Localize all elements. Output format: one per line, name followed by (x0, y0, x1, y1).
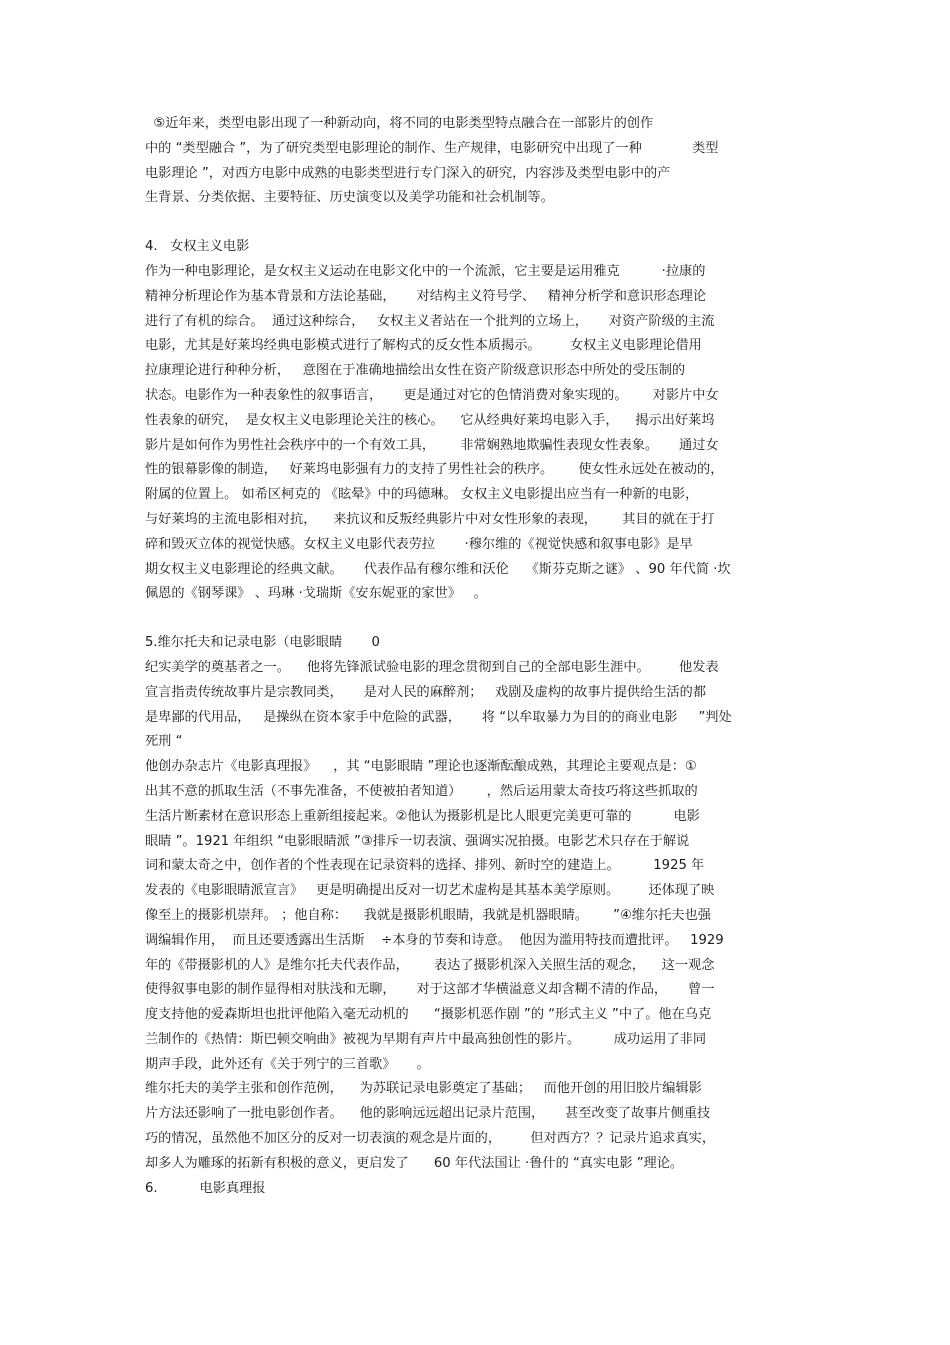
text-line: 年的《带摄影机的人》是维尔托夫代表作品， 表达了摄影机深入关照生活的观念， 这一观念 (145, 957, 715, 973)
text-line: 期声手段，此外还有《关于列宁的三首歌》 。 (145, 1056, 430, 1072)
section-gap (145, 607, 810, 631)
text-line: 中的 “类型融合 ”，为了研究类型电影理论的制作、生产规律，电影研究中出现了一种 类型 (145, 140, 719, 156)
text-line: 电影，尤其是好莱坞经典电影模式进行了解构式的反女性本质揭示。 女权主义电影理论借用 (145, 338, 702, 354)
text-line: 像至上的摄影机崇拜。 ；他自称： 我就是摄影机眼睛，我就是机器眼睛。 ”④维尔托夫也强 (145, 907, 711, 923)
text-line: 是卑鄙的代用品， 是操纵在资本家手中危险的武器， 将 “以牟取暴力为目的的商业电影 ”判处 (145, 709, 732, 725)
text-line: 度支持他的爱森斯坦也批评他陷入毫无动机的 “摄影机恶作剧 ”的 “形式主义 ”中了。他在乌克 (145, 1007, 712, 1023)
text-line: 期女权主义电影理论的经典文献。 代表作品有穆尔维和沃伦 《斯芬克斯之谜》 、90 年代简 ·坎 (145, 561, 731, 577)
text-line: 发表的《电影眼睛派宣言》 更是明确提出反对一切艺术虚构是其基本美学原则。 还体现了映 (145, 883, 715, 899)
document-body (145, 112, 810, 1201)
text-line: 4. 女权主义电影 (145, 239, 250, 255)
text-line: 出其不意的抓取生活（不事先准备，不使被拍者知道） ，然后运用蒙太奇技巧将这些抓取的 (145, 783, 698, 799)
text-line: 死刑 “ (145, 734, 183, 750)
text-line: 纪实美学的奠基者之一。 他将先锋派试验电影的理念贯彻到自己的全部电影生涯中。 他发表 (145, 659, 719, 675)
text-line: 佩恩的《钢琴课》 、玛琳 ·戈瑞斯《安东妮亚的家世》 。 (145, 586, 487, 602)
text-line: 生活片断素材在意识形态上重新组接起来。②他认为摄影机是比人眼更完美更可靠的 电影 (145, 808, 700, 824)
text-line: 使得叙事电影的制作显得相对肤浅和无聊， 对于这部才华横溢意义却含糊不清的作品， 曾一 (145, 982, 715, 998)
text-line: 进行了有机的综合。 通过这种综合， 女权主义者站在一个批判的立场上， 对资产阶级的主流 (145, 313, 715, 329)
section-3 (145, 631, 810, 1201)
section-gap (145, 211, 810, 235)
text-line: 碎和毁灭立体的视觉快感。女权主义电影代表劳拉 ·穆尔维的《视觉快感和叙事电影》是早 (145, 536, 693, 552)
text-line: 宣言指责传统故事片是宗教同类， 是对人民的麻醉剂； 戏剧及虚构的故事片提供给生活的都 (145, 684, 707, 700)
text-line: 与好莱坞的主流电影相对抗， 来抗议和反叛经典影片中对女性形象的表现， 其目的就在于打 (145, 511, 715, 527)
text-line: 兰制作的《热情：斯巴顿交响曲》被视为早期有声片中最高独创性的影片。 成功运用了非同 (145, 1031, 707, 1047)
text-line: 精神分析理论作为基本背景和方法论基础， 对结构主义符号学、 精神分析学和意识形态理论 (145, 288, 707, 304)
text-line: 6. 电影真理报 (145, 1180, 266, 1196)
text-line: 性的银幕影像的制造， 好莱坞电影强有力的支持了男性社会的秩序。 使女性永远处在被动的， (145, 462, 724, 478)
text-line: 状态。电影作为一种表象性的叙事语言， 更是通过对它的色情消费对象实现的。 对影片中女 (145, 387, 719, 403)
text-line: 生背景、分类依据、主要特征、历史演变以及美学功能和社会机制等。 (145, 190, 554, 206)
text-line: 作为一种电影理论，是女权主义运动在电影文化中的一个流派，它主要是运用雅克 ·拉康的 (145, 263, 706, 279)
text-line: 调编辑作用， 而且还要透露出生活斯 ÷本身的节奏和诗意。 他因为滥用特技而遭批评。 1929 (145, 932, 724, 948)
text-line: 词和蒙太奇之中，创作者的个性表现在记录资料的选择、排列、新时空的建造上。 1925 年 (145, 858, 705, 874)
text-line: 维尔托夫的美学主张和创作范例， 为苏联记录电影奠定了基础； 而他开创的用旧胶片编辑影 (145, 1081, 702, 1097)
text-line: 影片是如何作为男性社会秩序中的一个有效工具， 非常娴熟地欺骗性表现女性表象。 通过女 (145, 437, 719, 453)
text-line: ⑤近年来，类型电影出现了一种新动向，将不同的电影类型特点融合在一部影片的创作 (145, 116, 654, 131)
text-line: 电影理论 ”，对西方电影中成熟的电影类型进行专门深入的研究，内容涉及类型电影中的产 (145, 165, 671, 181)
text-line: 巧的情况，虽然他不加区分的反对一切表演的观念是片面的， 但对西方？？记录片追求真实， (145, 1131, 716, 1147)
text-line: 附属的位置上。 如希区柯克的 《眩晕》中的玛德琳。 女权主义电影提出应当有一种新的电影， (145, 487, 699, 503)
text-line: 拉康理论进行种种分析， 意图在于准确地描绘出女性在资产阶级意识形态中所处的受压制的 (145, 363, 686, 379)
text-line: 眼睛 ”。1921 年组织 “电影眼睛派 ”③排斥一切表演、强调实况拍摄。电影艺术只存在于解说 (145, 833, 690, 849)
text-line: 片方法还影响了一批电影创作者。 他的影响远远超出记录片范围， 甚至改变了故事片侧重技 (145, 1106, 711, 1122)
text-line: 他创办杂志片《电影真理报》 ，其 “电影眼睛 ”理论也逐渐酝酿成熟，其理论主要观点是：① (145, 759, 697, 775)
section-2 (145, 235, 810, 607)
text-line: 5.维尔托夫和记录电影（电影眼睛 0 (145, 635, 380, 651)
section-1 (145, 112, 810, 211)
text-line: 性表象的研究， 是女权主义电影理论关注的核心。 它从经典好莱坞电影入手， 揭示出好莱坞 (145, 412, 715, 428)
text-line: 却多人为雕琢的拓新有积极的意义，更启发了 60 年代法国让 ·鲁什的 “真实电影 ”理论。 (145, 1155, 684, 1171)
